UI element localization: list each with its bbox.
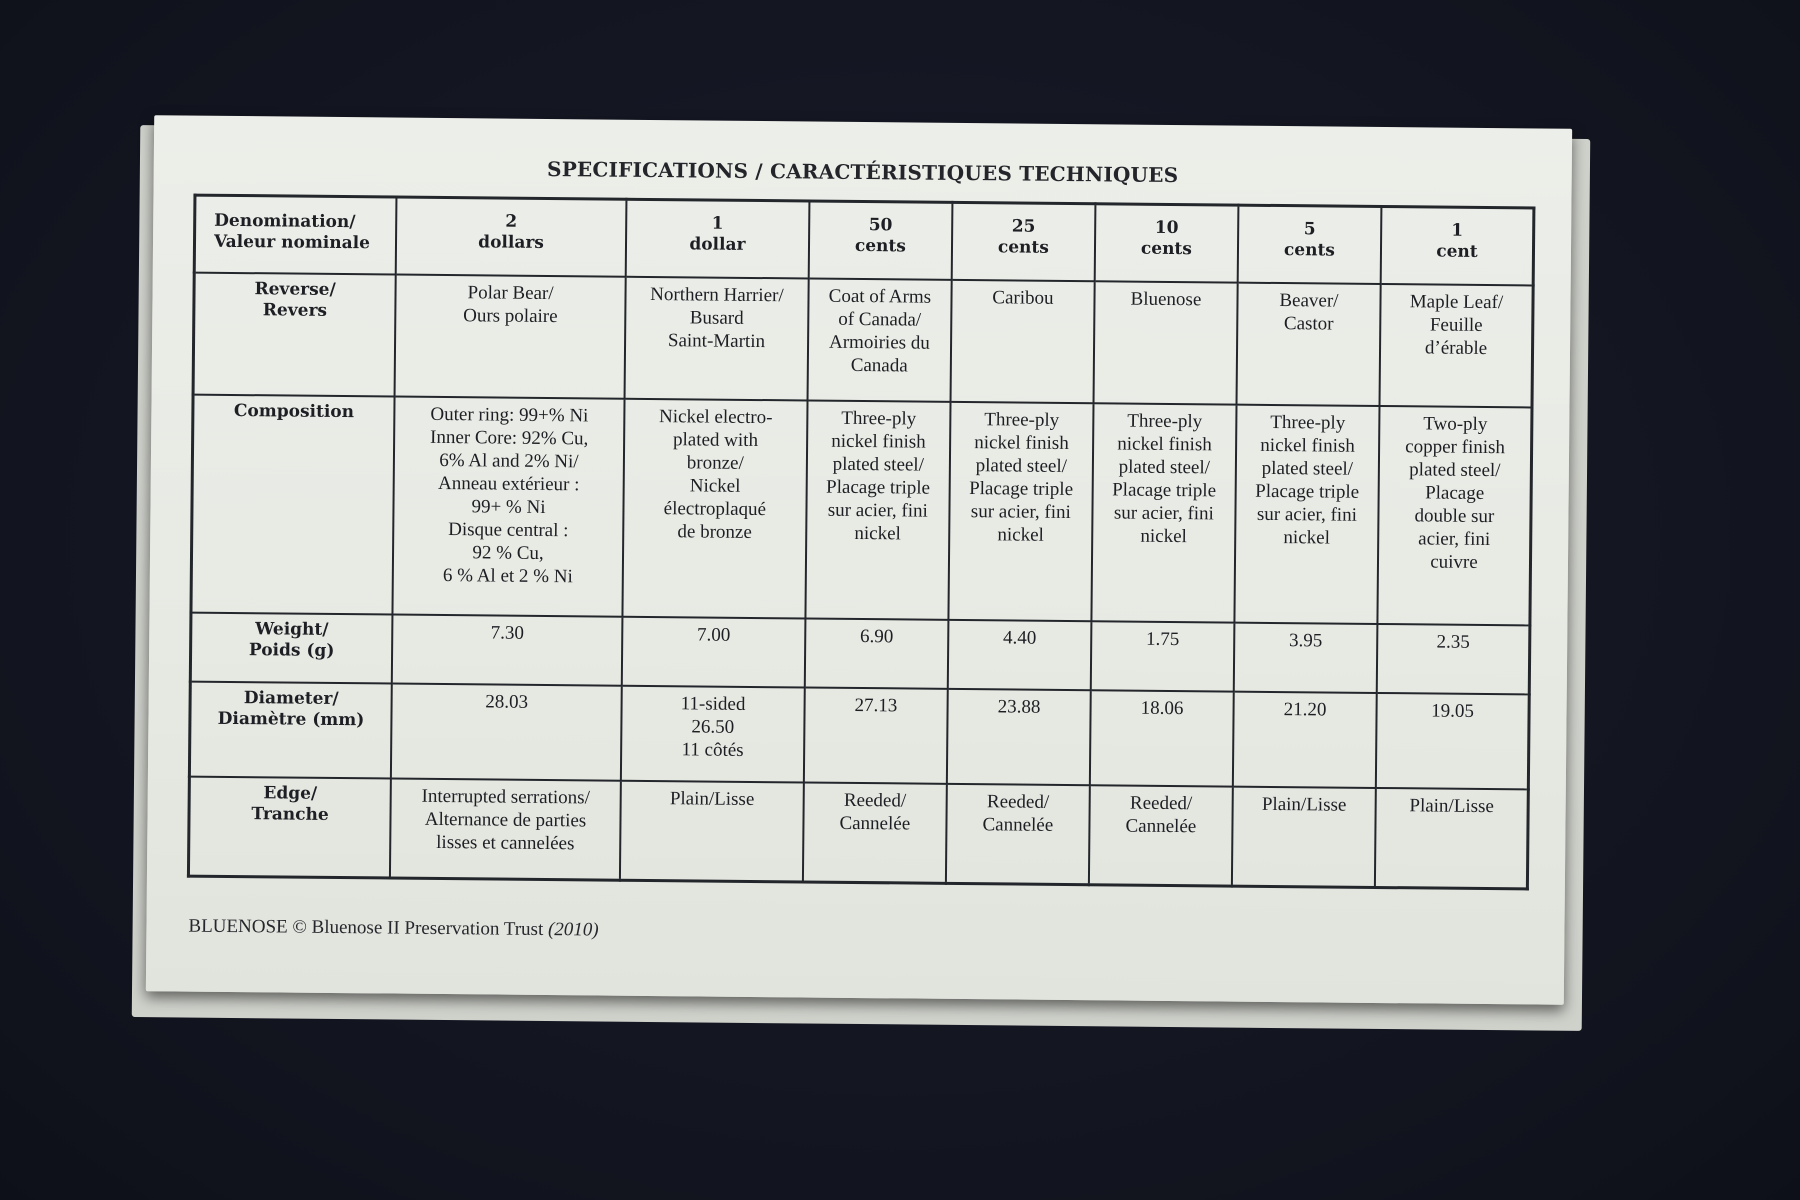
specification-card (146, 115, 1572, 1005)
reverse-cell: Beaver/ Castor (1236, 282, 1380, 405)
denomination-2-dollars: 2 dollars (396, 197, 627, 276)
edge-cell: Plain/Lisse (1232, 786, 1376, 887)
edge-cell: Reeded/ Cannelée (803, 782, 947, 883)
composition-row (191, 394, 1532, 625)
composition-cell: Three-ply nickel finish plated steel/ Placage triple sur acier, fini nickel (1091, 403, 1236, 622)
card-title: SPECIFICATIONS / CARACTÉRISTIQUES TECHNIQUES (546, 156, 1179, 188)
weight-cell: 7.30 (392, 614, 622, 685)
diameter-cell: 11-sided 26.50 11 côtés (621, 685, 805, 782)
reverse-cell: Maple Leaf/ Feuille d’érable (1379, 283, 1533, 406)
reverse-cell: Northern Harrier/ Busard Saint-Martin (624, 276, 808, 400)
weight-cell: 6.90 (805, 618, 949, 688)
diameter-cell: 19.05 (1376, 692, 1529, 788)
composition-cell: Two-ply copper finish plated steel/ Placage double sur acier, fini cuivre (1377, 405, 1532, 624)
reverse-label: Reverse/ Revers (193, 272, 396, 396)
weight-cell: 4.40 (948, 619, 1092, 689)
composition-cell: Three-ply nickel finish plated steel/ Placage triple sur acier, fini nickel (1234, 404, 1379, 623)
weight-label: Weight/ Poids (g) (190, 612, 392, 683)
reverse-cell: Bluenose (1093, 281, 1237, 404)
diameter-label: Diameter/ Diamètre (mm) (189, 681, 392, 778)
reverse-cell: Caribou (950, 279, 1094, 402)
denomination-10-cents: 10 cents (1095, 204, 1239, 282)
composition-cell: Outer ring: 99+% Ni Inner Core: 92% Cu, 6% Al and 2% Ni/ Anneau extérieur : 99+ % Ni Disque central : 92 % Cu, 6 % Al et 2 % Ni (393, 396, 625, 616)
composition-label: Composition (191, 394, 395, 614)
diameter-cell: 23.88 (947, 688, 1091, 784)
reverse-row (193, 272, 1533, 407)
edge-row (188, 776, 1528, 889)
copyright-footer (188, 916, 598, 942)
reverse-cell: Polar Bear/ Ours polaire (395, 274, 626, 398)
diameter-row (189, 681, 1529, 789)
copyright-year: (2010) (547, 919, 599, 941)
weight-cell: 2.35 (1377, 623, 1530, 693)
diameter-cell: 18.06 (1090, 690, 1234, 786)
diameter-cell: 28.03 (391, 683, 622, 780)
denomination-1-dollar: 1 dollar (626, 199, 810, 278)
composition-cell: Three-ply nickel finish plated steel/ Placage triple sur acier, fini nickel (948, 401, 1093, 620)
edge-cell: Plain/Lisse (1375, 787, 1528, 888)
weight-row (190, 612, 1530, 694)
specifications-table (187, 194, 1536, 891)
weight-cell: 3.95 (1234, 622, 1378, 692)
denomination-row (194, 195, 1534, 285)
diameter-cell: 21.20 (1233, 691, 1377, 787)
composition-cell: Nickel electro- plated with bronze/ Nickel électroplaqué de bronze (622, 398, 807, 618)
diameter-cell: 27.13 (804, 687, 948, 783)
copyright-text: BLUENOSE © Bluenose II Preservation Trust (188, 915, 544, 940)
edge-cell: Plain/Lisse (620, 780, 804, 882)
edge-cell: Interrupted serrations/ Alternance de parties lisses et cannelées (390, 778, 621, 880)
denomination-25-cents: 25 cents (952, 202, 1096, 280)
weight-cell: 7.00 (622, 616, 806, 687)
edge-label: Edge/ Tranche (188, 776, 391, 878)
edge-cell: Reeded/ Cannelée (946, 783, 1090, 884)
composition-cell: Three-ply nickel finish plated steel/ Placage triple sur acier, fini nickel (805, 400, 950, 619)
reverse-cell: Coat of Arms of Canada/ Armoiries du Canada (807, 278, 951, 401)
denomination-5-cents: 5 cents (1238, 205, 1382, 283)
denomination-50-cents: 50 cents (809, 201, 953, 279)
denomination-header: Denomination/ Valeur nominale (194, 195, 396, 274)
weight-cell: 1.75 (1091, 621, 1235, 691)
edge-cell: Reeded/ Cannelée (1089, 785, 1233, 886)
denomination-1-cent: 1 cent (1381, 206, 1534, 284)
